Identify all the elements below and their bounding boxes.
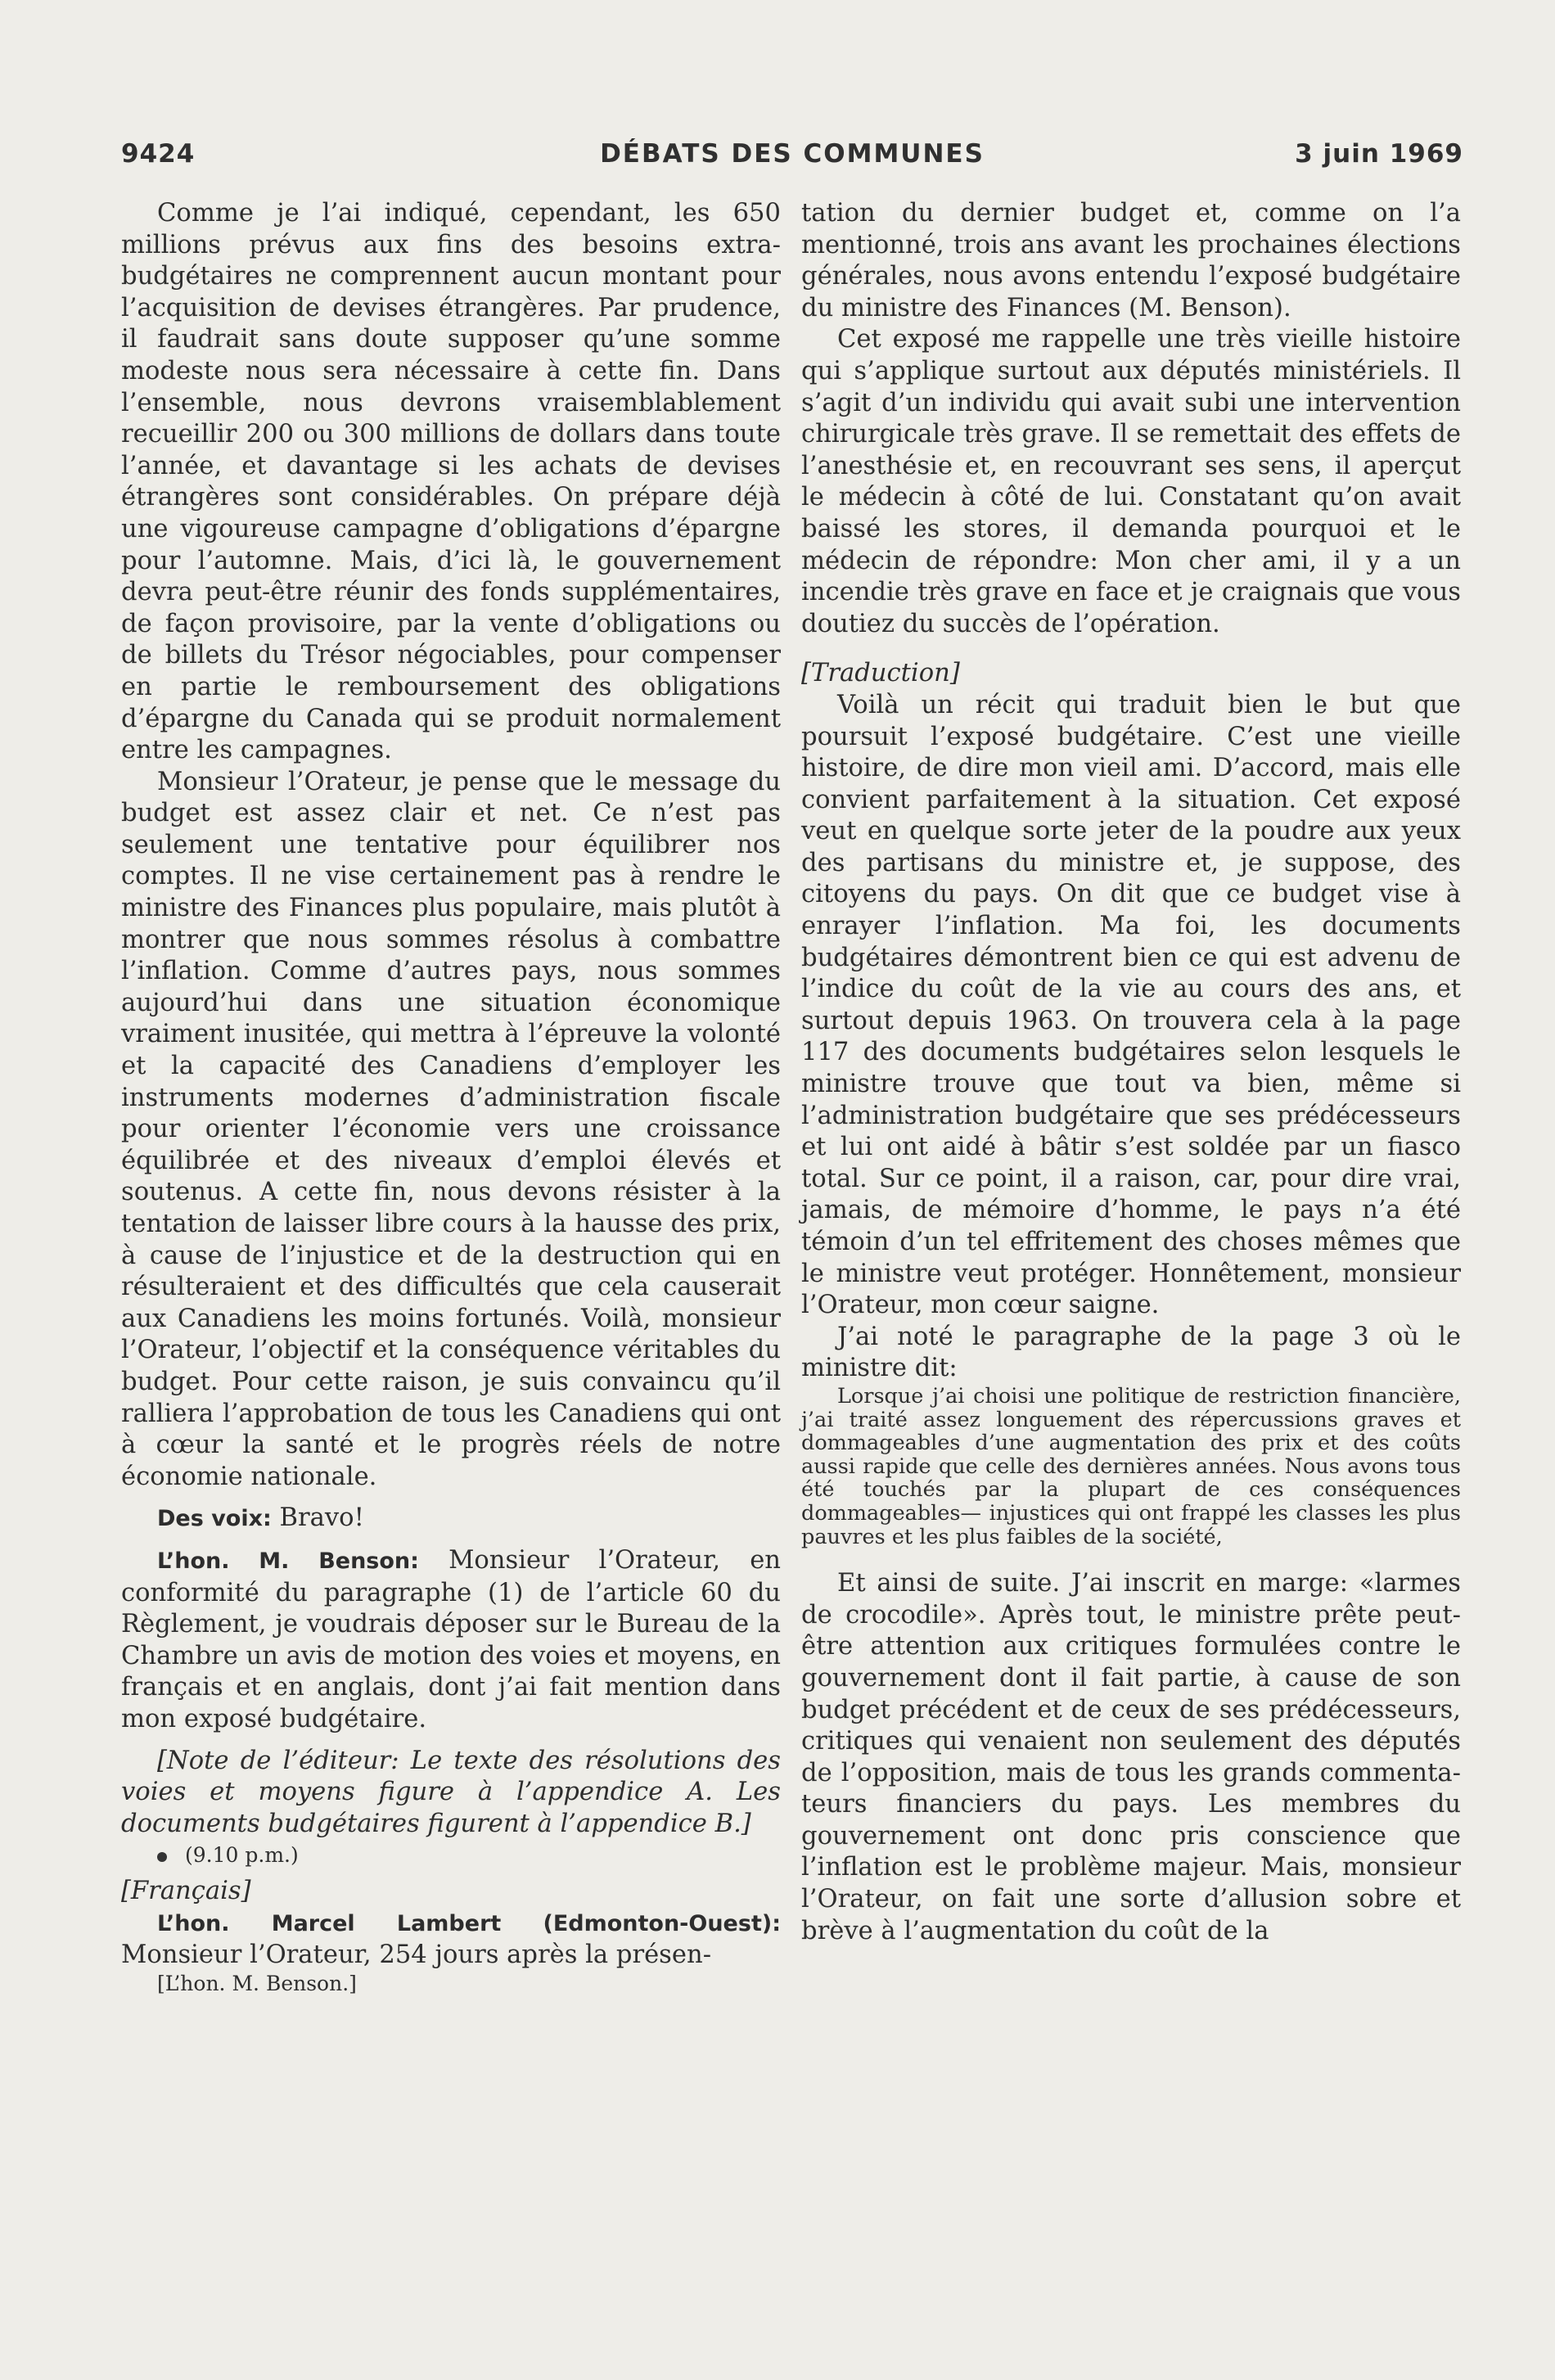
page-header — [121, 139, 1463, 175]
paragraph: Monsieur l’Orateur, je pense que le message du budget est assez clair et net. Ce n’est pas seulement une tentative pour équilibrer nos comptes. Il ne vise certainement pas à rendre le ministre des Finances plus populaire, mais plutôt à montrer que nous sommes résolus à combattre l’inflation. Comme d’autres pays, nous sommes aujourd’hui dans une situation économique vraiment inusitée, qui mettra à l’épreuve la volonté et la capacité des Canadiens d’employer les instruments modernes d’administration fiscale pour orienter l’économie vers une croissance équilibrée et des niveaux d’emploi élevés et soutenus. A cette fin, nous devons résister à la tentation de laisser libre cours à la hausse des prix, à cause de l’injustice et de la destruction qui en résulteraient et des difficultés que cela causerait aux Canadiens les moins fortunés. Voilà, monsieur l’Orateur, l’objectif et la conséquence véritables du budget. Pour cette raison, je suis convaincu qu’il ralliera l’approbation de tous les Canadiens qui ont à cœur la santé et le progrès réels de notre économie nationale. — [121, 767, 781, 1491]
paragraph: Et ainsi de suite. J’ai inscrit en marge: «larmes de crocodile». Après tout, le ministre prête peut-être attention aux critiques formulées contre le gouvernement dont il fait partie, à cause de son budget précédent et de ceux de ses prédécesseurs, critiques qui venaient non seulement des députés de l’opposition, mais de tous les grands commentateurs financiers du pays. Les membres du gouvernement ont donc pris conscience que l’inflation est le problème majeur. Mais, monsieur l’Orateur, on fait une sorte d’allusion sobre et brève à l’augmentation du coût de la — [801, 1569, 1461, 1945]
speaker-paragraph — [121, 1503, 781, 1535]
page-number: 9424 — [121, 139, 196, 169]
speaker-name: Des voix: — [157, 1506, 272, 1532]
language-tag: [Traduction] — [801, 659, 960, 688]
speech-text: Bravo! — [279, 1503, 364, 1533]
paragraph: tation du dernier budget et, comme on l’a mentionné, trois ans avant les prochaines élections générales, nous avons entendu l’exposé budgétaire du ministre des Finances (M. Benson). — [801, 199, 1461, 322]
right-column — [801, 198, 1461, 1947]
paragraph: Voilà un récit qui traduit bien le but que poursuit l’exposé budgétaire. C’est une vieille histoire, de dire mon vieil ami. D’accord, mais elle convient parfaitement à la situation. Cet exposé veut en quelque sorte jeter de la poudre aux yeux des partisans du ministre et, je suppose, des citoyens du pays. On dit que ce budget vise à enrayer l’inflation. Ma foi, les documents budgétaires démontrent bien ce qui est advenu de l’indice du coût de la vie au cours des ans, et surtout depuis 1963. On trouvera cela à la page 117 des documents budgétaires selon lesquels le ministre trouve que tout va bien, même si l’administration budgétaire que ses prédécesseurs et lui ont aidé à bâtir s’est soldée par un fiasco total. Sur ce point, il a raison, car, pour dire vrai, jamais, de mémoire d’homme, le pays n’a été témoin d’un tel effritement des choses mêmes que le ministre veut protéger. Honnêtement, monsieur l’Orateur, mon cœur saigne. — [801, 690, 1461, 1320]
block-quote: Lorsque j’ai choisi une politique de restriction financière, j’ai traité assez longuement des répercussions graves et dommageables d’une augmentation des prix et des coûts aussi rapide que celle des dernières années. Nous avons tous été touchés par la plupart de ces conséquences dommageables— injustices qui ont frappé les classes les plus pauvres et les plus faibles de la société, — [801, 1383, 1461, 1549]
speaker-name: L’hon. M. Benson: — [157, 1548, 419, 1574]
speaker-paragraph — [121, 1545, 781, 1736]
publication-title: DÉBATS DES COMMUNES — [600, 139, 985, 169]
paragraph: Comme je l’ai indiqué, cependant, les 650 millions prévus aux fins des besoins extrabudgétaires ne comprennent aucun montant pour l’acquisition de devises étrangères. Par prudence, il faudrait sans doute supposer qu’une somme modeste nous sera nécessaire à cette fin. Dans l’ensemble, nous devrons vraisemblablement recueillir 200 ou 300 millions de dollars dans toute l’année, et davantage si les achats de devises étrangères sont considérables. On prépare déjà une vigoureuse campagne d’obligations d’épargne pour l’automne. Mais, d’ici là, le gouvernement devra peut-être réunir des fonds supplémentaires, de façon provisoire, par la vente d’obligations ou de billets du Trésor négociables, pour compenser en partie le remboursement des obligations d’épargne du Canada qui se produit normalement entre les campagnes. — [121, 199, 781, 765]
language-tag: [Français] — [121, 1877, 251, 1906]
speaker-paragraph — [121, 1908, 781, 1972]
editor-note: [Note de l’éditeur: Le texte des résolutions des voies et moyens figure à l’appendice A. Les documents budgétaires figurent à l’appendice B.] — [121, 1746, 781, 1838]
speech-text: Monsieur l’Orateur, 254 jours après la présen- — [121, 1941, 712, 1970]
bullet-icon — [157, 1852, 167, 1862]
issue-date: 3 juin 1969 — [1295, 139, 1463, 169]
left-column — [121, 198, 781, 1996]
speech-text: Monsieur l’Orateur, en conformité du paragraphe (1) de l’article 60 du Règlement, je voudrais déposer sur le Bureau de la Chambre un avis de motion des voies et moyens, en français et en anglais, dont j’ai fait mention dans mon exposé budgétaire. — [121, 1545, 781, 1733]
column-footer: [L’hon. M. Benson.] — [157, 1972, 357, 1996]
time-marker-text: (9.10 p.m.) — [185, 1843, 299, 1868]
paragraph: J’ai noté le paragraphe de la page 3 où le ministre dit: — [801, 1322, 1461, 1383]
time-marker — [121, 1840, 781, 1871]
paragraph: Cet exposé me rappelle une très vieille histoire qui s’applique surtout aux députés ministériels. Il s’agit d’un individu qui avait subi une intervention chirurgicale très grave. Il se remettait des effets de l’anesthésie et, en recouvrant ses sens, il aperçut le médecin à côté de lui. Constatant qu’on avait baissé les stores, il demanda pourquoi et le médecin de répondre: Mon cher ami, il y a un incendie très grave en face et je craignais que vous doutiez du succès de l’opération. — [801, 325, 1461, 638]
speaker-name: L’hon. Marcel Lambert (Edmonton-Ouest): — [157, 1910, 781, 1936]
